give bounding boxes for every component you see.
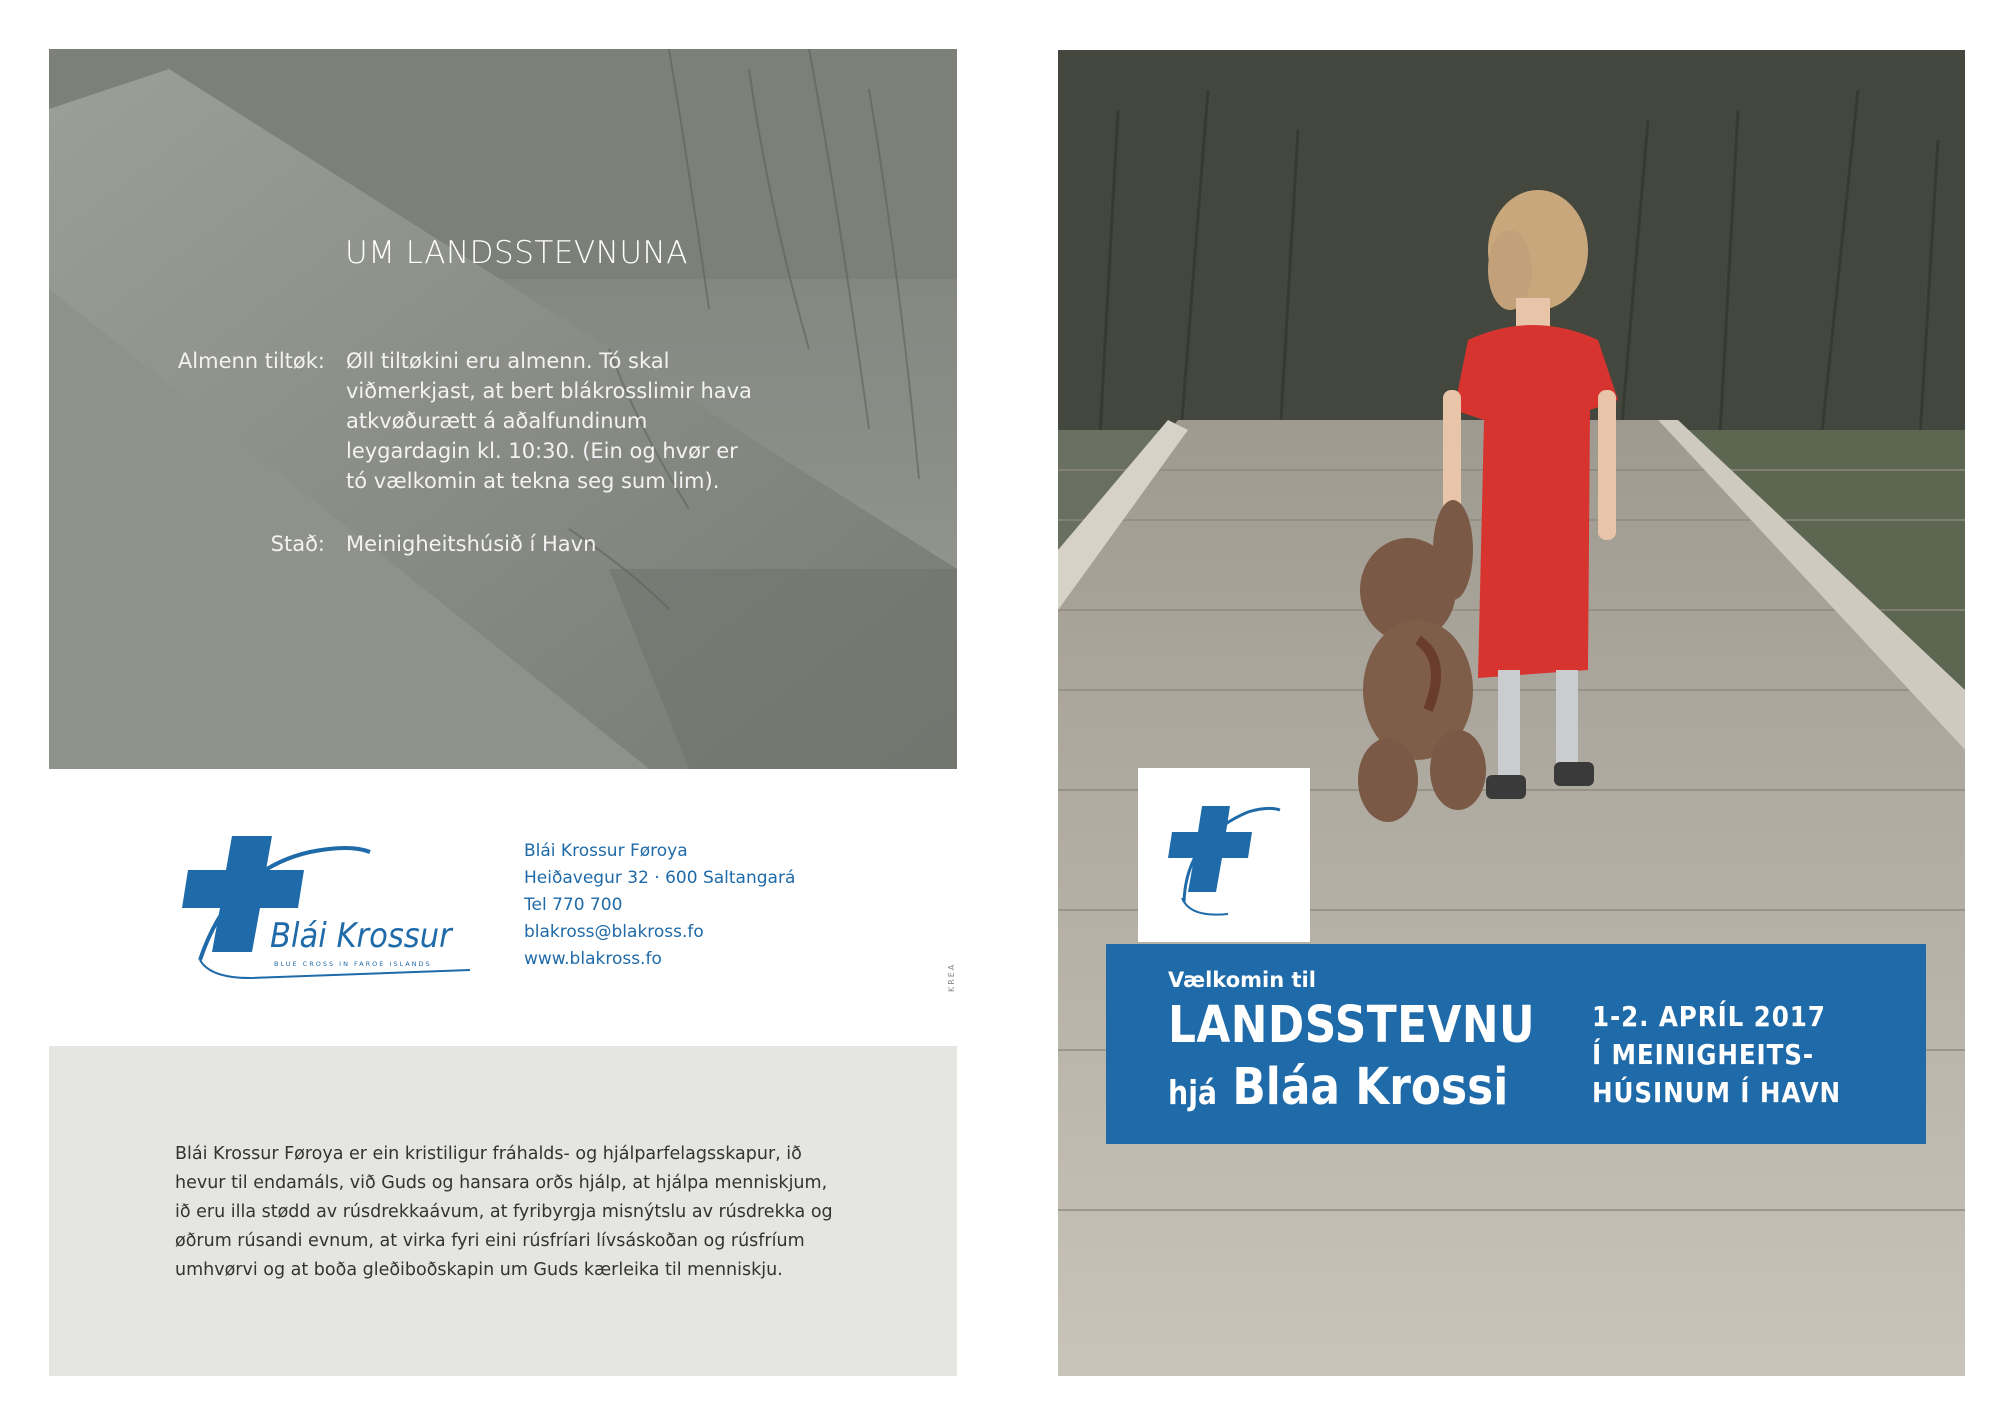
about-line: Blái Krossur Føroya er ein kristiligur fráhalds- og hjálparfelagsskapur, ið — [175, 1144, 802, 1164]
banner-date-line: Í MEINIGHEITS- — [1592, 1038, 1815, 1071]
blai-krossur-logo — [170, 830, 480, 980]
logo-name: Blái Krossur — [270, 916, 452, 956]
info-line: leygardagin kl. 10:30. (Ein og hvør er — [346, 439, 738, 463]
banner-date-line: 1-2. APRÍL 2017 — [1592, 1000, 1826, 1033]
about-line: umhvørvi og at boða gleðiboðskapin um Guds kærleika til menniskju. — [175, 1260, 783, 1280]
contact-phone: Tel 770 700 — [524, 895, 623, 915]
info-line: Øll tiltøkini eru almenn. Tó skal — [346, 349, 670, 373]
welcome-banner — [1106, 944, 1926, 1144]
info-label-stad: Stað: — [270, 532, 325, 556]
banner-date-line: HÚSINUM Í HAVN — [1592, 1076, 1842, 1109]
banner-date-block — [1592, 998, 1841, 1112]
banner-title-big: Bláa Krossi — [1232, 1058, 1509, 1117]
contact-org: Blái Krossur Føroya — [524, 841, 688, 861]
banner-title-small: hjá — [1168, 1073, 1218, 1112]
contact-web[interactable]: www.blakross.fo — [524, 949, 662, 969]
about-line: øðrum rúsandi evnum, at virka fyri eini rúsfríari lívsáskoðan og rúsfríum — [175, 1231, 805, 1251]
contact-block — [524, 838, 795, 973]
info-line: tó vælkomin at tekna seg sum lim). — [346, 469, 720, 493]
info-line: atkvøðurætt á aðalfundinum — [346, 409, 648, 433]
logo-tile — [1138, 768, 1310, 942]
banner-title-line1: LANDSSTEVNU — [1168, 996, 1536, 1055]
contact-address: Heiðavegur 32 · 600 Saltangará — [524, 868, 796, 888]
info-label-almenn: Almenn tiltøk: — [177, 349, 325, 373]
banner-welcome: Vælkomin til — [1168, 968, 1316, 992]
girl-teddy-photo-art — [1058, 50, 1965, 1376]
info-value-stad — [346, 529, 786, 559]
banner-title-line2 — [1168, 1058, 1508, 1117]
credit-text: KREA — [947, 962, 956, 992]
blue-cross-icon — [1138, 768, 1310, 942]
blue-cross-logo-icon — [170, 830, 480, 980]
info-line: viðmerkjast, at bert blákrosslimir hava — [346, 379, 752, 403]
logo-tagline: BLUE CROSS IN FAROE ISLANDS — [274, 960, 432, 968]
info-line: Meinigheitshúsið í Havn — [346, 532, 597, 556]
girl-teddy-boardwalk-photo — [1058, 50, 1965, 1376]
info-value-almenn — [346, 346, 786, 496]
about-line: hevur til endamáls, við Guds og hansara orðs hjálp, at hjálpa menniskjum, — [175, 1173, 828, 1193]
contact-email[interactable]: blakross@blakross.fo — [524, 922, 704, 942]
about-text — [175, 1140, 835, 1285]
about-line: ið eru illa stødd av rúsdrekkaávum, at fyribyrgja misnýtslu av rúsdrekka og — [175, 1202, 833, 1222]
info-title: UM LANDSSTEVNUNA — [345, 235, 688, 271]
